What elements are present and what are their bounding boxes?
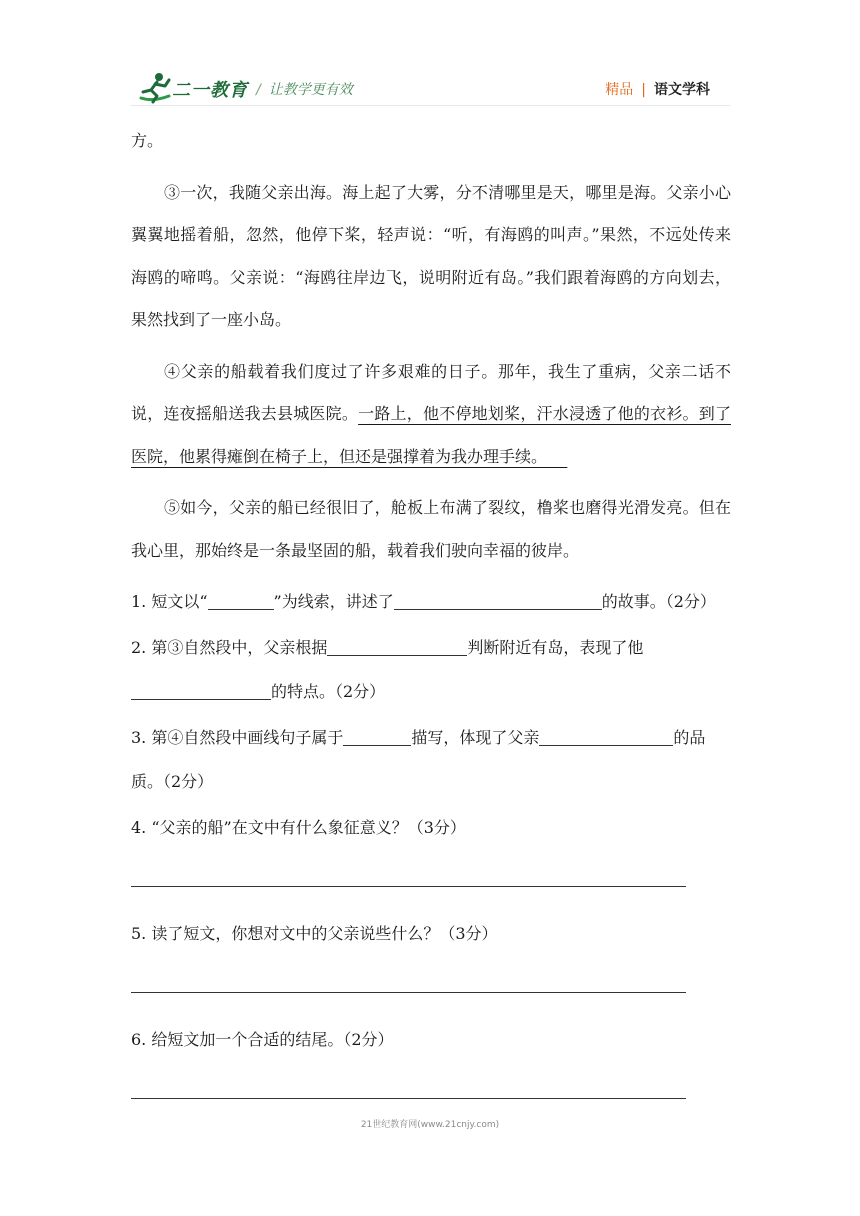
slogan: [256, 79, 353, 99]
question-1-part-c: 的故事。（2分）: [601, 592, 716, 611]
question-3-part-a: 3. 第④自然段中画线句子属于: [131, 728, 344, 747]
answer-blank[interactable]: [539, 729, 673, 746]
document-body: [131, 120, 731, 1124]
question-1-part-a: 1. 短文以“: [131, 592, 208, 611]
question-3-part-c: 的品质。（2分）: [131, 728, 706, 791]
question-1-part-b: ”为线索，讲述了: [273, 592, 394, 611]
answer-blank[interactable]: [394, 593, 602, 610]
subject-tag: [605, 79, 710, 99]
question-3: [131, 716, 731, 804]
paragraph-4: [131, 351, 731, 479]
answer-line[interactable]: [131, 886, 686, 887]
question-1: [131, 580, 731, 624]
paragraph-continued: 方。: [131, 131, 164, 150]
slogan-text: 让教学更有效: [268, 82, 353, 98]
question-5: 5. 读了短文，你想对文中的父亲说些什么？（3分）: [131, 924, 498, 943]
underlined-sentence: 一路上，他不停地划桨，汗水浸透了他的衣衫。到了医院，他累得瘫倒在椅子上，但还是强撑着为我办理手续。: [131, 404, 731, 466]
question-2-part-c: 的特点。（2分）: [271, 682, 386, 701]
paragraph-3: ③一次，我随父亲出海。海上起了大雾，分不清哪里是天，哪里是海。父亲小心翼翼地摇着船，忽然，他停下桨，轻声说：“听，有海鸥的叫声。”果然，不远处传来海鸥的啼鸣。父亲说：“海鸥往岸边飞，说明附近有岛。”我们跟着海鸥的方向划去，果然找到了一座小岛。: [131, 182, 731, 329]
logo-text: 二一教育: [172, 80, 248, 101]
underline-tail: [547, 447, 567, 466]
page-header: [0, 0, 860, 110]
question-6: 6. 给短文加一个合适的结尾。（2分）: [131, 1030, 394, 1049]
paragraph-5: ⑤如今，父亲的船已经很旧了，舱板上布满了裂纹，橹桨也磨得光滑发亮。但在我心里，那始终是一条最坚固的船，载着我们驶向幸福的彼岸。: [131, 498, 731, 560]
tag-separator: |: [641, 82, 646, 98]
slogan-separator: /: [256, 82, 261, 98]
answer-blank[interactable]: [208, 593, 274, 610]
page-footer: 21世纪教育网(www.21cnjy.com): [360, 1120, 500, 1130]
paragraph-4-text: ④父亲的船载着我们度过了许多艰难的日子。那年，我生了重病，父亲二话不说，连夜摇船送我去县城医院。: [131, 361, 731, 423]
question-3-part-b: 描写，体现了父亲: [411, 728, 540, 747]
quality-label: 精品: [605, 82, 634, 98]
question-2-part-b: 判断附近有岛，表现了他: [467, 638, 644, 657]
header-divider: [130, 105, 730, 106]
question-4: 4. “父亲的船”在文中有什么象征意义？（3分）: [131, 818, 466, 837]
subject-label: 语文学科: [654, 82, 710, 98]
answer-line[interactable]: [131, 992, 686, 993]
question-2: [131, 626, 731, 714]
answer-blank[interactable]: [343, 729, 411, 746]
answer-blank[interactable]: [131, 683, 271, 700]
answer-line[interactable]: [131, 1098, 686, 1099]
question-2-part-a: 2. 第③自然段中，父亲根据: [131, 638, 328, 657]
answer-blank[interactable]: [327, 639, 467, 656]
